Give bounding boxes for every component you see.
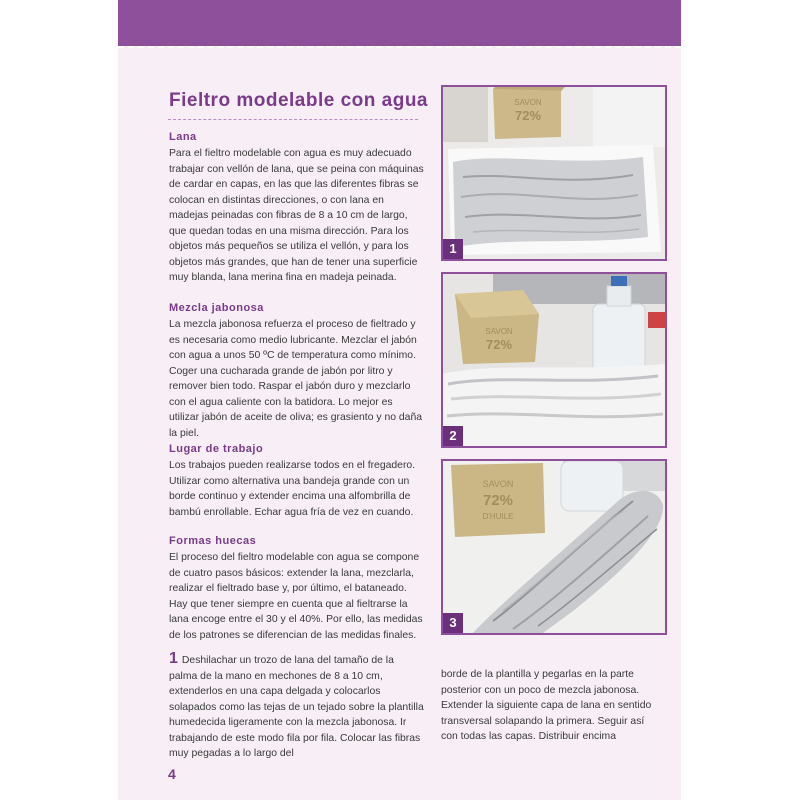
- svg-text:72%: 72%: [482, 492, 514, 509]
- page-title: Fieltro modelable con agua: [169, 90, 428, 111]
- step-1-text-left: [169, 651, 424, 762]
- svg-text:72%: 72%: [514, 108, 542, 123]
- photo-2-image: [443, 274, 665, 446]
- soap-cube-3: [451, 463, 545, 537]
- book-page: [118, 0, 681, 800]
- step-1-text: Deshilachar un trozo de lana del tamaño de la palma de la mano en mechones de 8 a 10 cm, extenderlos en una capa delgada y colocarlos solapados como las tejas de un tejado sobre la plantilla humedecida ligeramente con la mezcla jabonosa. Ir trabajando de este modo fila por fila. Colocar las fibras muy pegadas a lo largo del: [169, 655, 424, 759]
- section-heading-mezcla-jabonosa: Mezcla jabonosa: [169, 302, 264, 314]
- section-text-lana: Para el fieltro modelable con agua es muy adecuado trabajar con vellón de lana, que se peina con máquinas de cardar en capas, en las que las diferentes fibras se colocan en distintas direcciones, o con lana en madejas peinadas con fibras de 8 a 10 cm de largo, que quedan todas en una misma dirección. Para los objetos más pequeños se utiliza el vellón, y para los objetos más grandes, que han de tener una superficie muy blanda, lana merina fina en madeja peinada.: [169, 148, 424, 283]
- title-divider: [168, 119, 418, 120]
- photo-step-1: [441, 85, 667, 261]
- photo-number-2: 2: [443, 426, 463, 446]
- bottle-3: [561, 461, 623, 511]
- soap-cube-2: [455, 290, 539, 364]
- svg-text:72%: 72%: [485, 337, 513, 352]
- svg-text:SAVON: SAVON: [485, 327, 513, 336]
- header-band: [118, 0, 681, 46]
- section-heading-lugar-de-trabajo: Lugar de trabajo: [169, 443, 264, 455]
- photo-step-3: [441, 459, 667, 635]
- step-number: 1: [169, 650, 178, 667]
- section-text-lugar-de-trabajo: Los trabajos pueden realizarse todos en el fregadero. Utilizar como alternativa una bandeja grande con un borde continuo y extender encima una alfombrilla de bambú enrollable. Echar agua fría de vez en cuando.: [169, 460, 416, 518]
- section-heading-lana: Lana: [169, 131, 197, 143]
- photo-1-image: [443, 87, 665, 259]
- svg-text:D'HUILE: D'HUILE: [482, 512, 514, 521]
- photo-number-1: 1: [443, 239, 463, 259]
- section-text-formas-huecas: El proceso del fieltro modelable con agua se compone de cuatro pasos básicos: extender la lana, mezclarla, realizar el fieltrado base y, por último, el bataneado. Hay que tener siempre en cuenta que al fieltrarse la lana encoge entre el 30 y el 40%. Por ello, las medidas de los patrones se diferencian de las medidas finales.: [169, 552, 423, 641]
- photo-number-3: 3: [443, 613, 463, 633]
- step-1-text-right: borde de la plantilla y pegarlas en la parte posterior con un poco de mezcla jabonosa. Extender la siguiente capa de lana en sentido transversal solapando la primera. Seguir así con todas las capas. Distribuir encima: [441, 669, 652, 742]
- section-text-mezcla-jabonosa: La mezcla jabonosa refuerza el proceso de fieltrado y es necesaria como medio lubricante. Mezclar el jabón con agua a unos 50 ºC de temperatura como mínimo. Coger una cucharada grande de jabón por litro y remover bien todo. Raspar el jabón duro y mezclarlo con el agua caliente con la batidora. Lo mejor es utilizar jabón de aceite de oliva; es grasiento y no daña la piel.: [169, 319, 423, 439]
- page-number: 4: [168, 766, 176, 782]
- svg-text:SAVON: SAVON: [482, 479, 514, 489]
- soap-cube-1: [493, 87, 565, 139]
- header-stitch-line: [118, 46, 681, 48]
- photo-step-2: [441, 272, 667, 448]
- photo-3-image: [443, 461, 665, 633]
- section-heading-formas-huecas: Formas huecas: [169, 535, 257, 547]
- svg-text:SAVON: SAVON: [514, 98, 542, 107]
